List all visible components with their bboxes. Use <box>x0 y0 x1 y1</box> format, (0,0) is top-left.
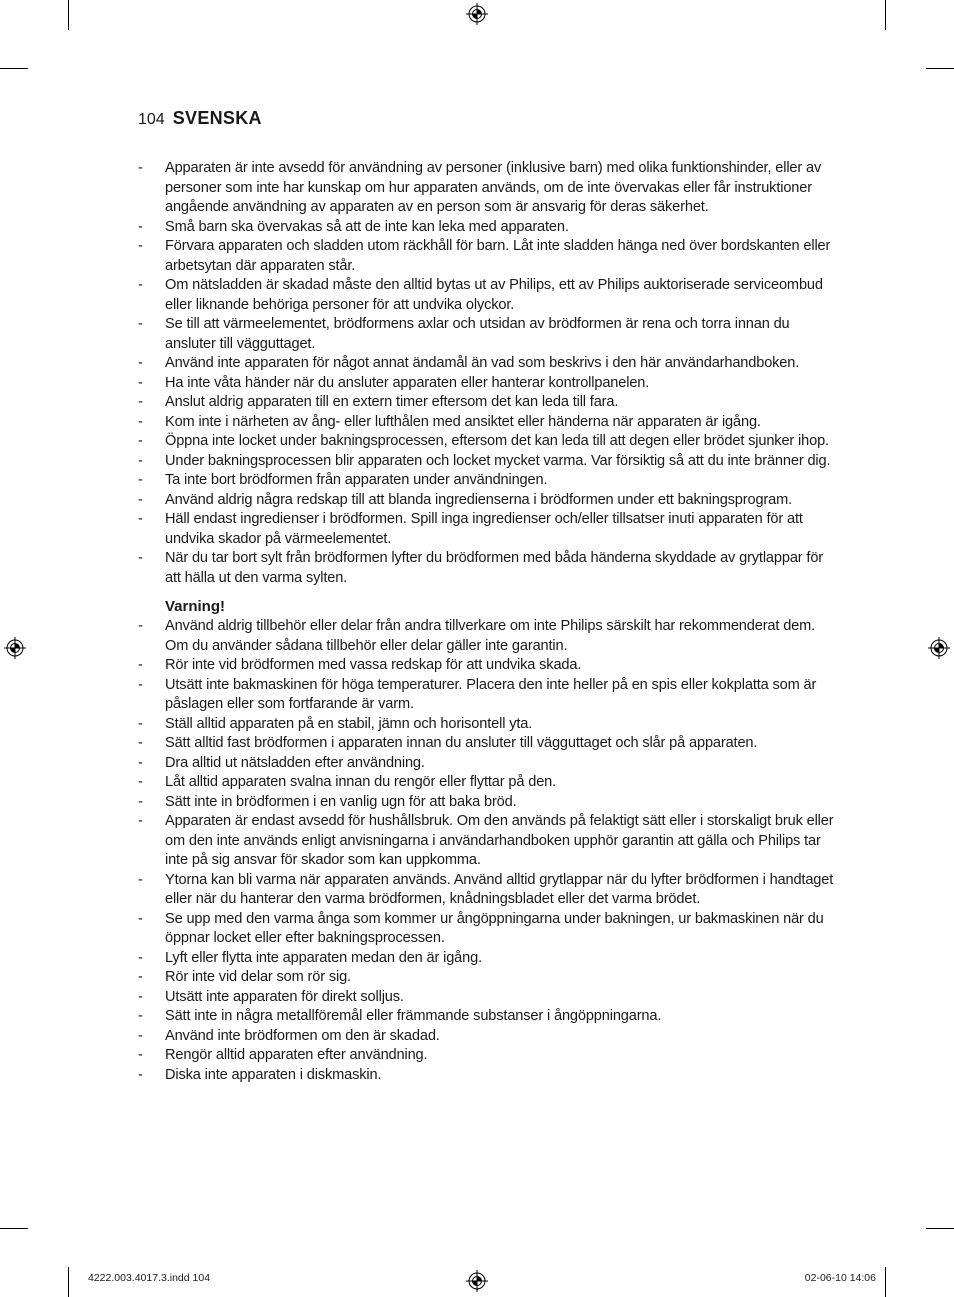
list-marker: - <box>138 374 143 391</box>
list-item: - Lyft eller flytta inte apparaten medan den är igång. <box>138 949 838 969</box>
list-marker: - <box>138 910 143 927</box>
list-item: - Ha inte våta händer när du ansluter apparaten eller hanterar kontrollpanelen. <box>138 374 838 394</box>
registration-mark-icon <box>466 3 488 25</box>
list-item: - Utsätt inte apparaten för direkt solljus. <box>138 988 838 1008</box>
list-item: - Häll endast ingredienser i brödformen. Spill inga ingredienser och/eller tillsatser inuti apparaten för att undvika skador på värmeelementet. <box>138 511 803 547</box>
crop-mark-top-left-h <box>0 68 28 69</box>
list-item: - Kom inte i närheten av ång- eller lufthålen med ansiktet eller händerna när apparaten är igång. <box>138 413 838 433</box>
list-item: - Anslut aldrig apparaten till en extern timer eftersom det kan leda till fara. <box>138 393 838 413</box>
list-item: - Använd inte apparaten för något annat ändamål än vad som beskrivs i den här användarhandboken. <box>138 354 838 374</box>
list-marker: - <box>138 813 143 829</box>
list-marker: - <box>138 657 143 673</box>
crop-mark-bottom-right <box>885 1267 886 1297</box>
list-marker: - <box>138 511 143 527</box>
crop-mark-top-right-h <box>926 68 954 69</box>
list-item: - Små barn ska övervakas så att de inte kan leka med apparaten. <box>138 218 838 238</box>
list-item: - Sätt alltid fast brödformen i apparaten innan du ansluter till vägguttaget och slår på apparaten. <box>138 734 838 754</box>
list-item: - Sätt inte in brödformen i en vanlig ugn för att baka bröd. <box>138 793 838 813</box>
list-item: - När du tar bort sylt från brödformen lyfter du brödformen med båda händerna skyddade av grytlappar för att hälla ut den varma sylten. <box>138 550 823 586</box>
list-item: - Använd aldrig några redskap till att blanda ingredienserna i brödformen under ett bakningsprogram. <box>138 491 838 511</box>
list-marker: - <box>138 969 143 985</box>
list-marker: - <box>138 238 143 254</box>
list-item: - Använd inte brödformen om den är skadad. <box>138 1027 838 1047</box>
list-item: - Ytorna kan bli varma när apparaten används. Använd alltid grytlappar när du lyfter brödformen i handtaget eller när du hanterar den varma brödformen, knådningsbladet eller det varma brödet. <box>138 871 834 907</box>
footer-date-time: 02-06-10 14:06 <box>804 1272 876 1284</box>
page-number: 104 <box>138 111 165 128</box>
list-marker: - <box>138 413 143 430</box>
list-item: - Sätt inte in några metallföremål eller främmande substanser i ångöppningarna. <box>138 1007 838 1027</box>
list-item: - Använd aldrig tillbehör eller delar från andra tillverkare om inte Philips särskilt har rekommenderat dem. Om du använder sådana tillbehör eller delar gäller inte garantin. <box>138 618 816 654</box>
list-marker: - <box>138 735 143 751</box>
list-item: - Diska inte apparaten i diskmaskin. <box>138 1066 838 1086</box>
list-item: - Dra alltid ut nätsladden efter användning. <box>138 754 838 774</box>
list-marker: - <box>138 452 143 469</box>
registration-mark-icon <box>466 1270 488 1292</box>
list-marker: - <box>138 433 143 449</box>
list-item: - Öppna inte locket under bakningsprocessen, eftersom det kan leda till att degen eller brödet sjunker ihop. <box>138 432 838 452</box>
list-marker: - <box>138 715 143 732</box>
list-marker: - <box>138 1008 143 1024</box>
crop-mark-bottom-left <box>68 1267 69 1297</box>
list-marker: - <box>138 676 143 693</box>
page-header <box>138 108 262 132</box>
section-title: SVENSKA <box>172 108 262 128</box>
warning-list <box>138 617 838 1085</box>
footer-file-info: 4222.003.4017.3.indd 104 <box>88 1272 211 1284</box>
crop-mark-bottom-left-h <box>0 1228 28 1229</box>
list-marker: - <box>138 491 143 508</box>
safety-list <box>138 159 838 588</box>
list-item: - Apparaten är inte avsedd för användning av personer (inklusive barn) med olika funktionshinder, eller av personer som inte har kunskap om hur apparaten används, om de inte övervakas eller får instruktioner angående användning av apparaten av en person som är ansvarig för deras säkerhet. <box>138 160 822 215</box>
crop-mark-bottom-right-h <box>926 1228 954 1229</box>
list-marker: - <box>138 394 143 410</box>
list-marker: - <box>138 160 143 176</box>
list-marker: - <box>138 472 143 488</box>
list-item: - Utsätt inte bakmaskinen för höga temperaturer. Placera den inte heller på en spis eller kokplatta som är påslagen eller som fortfarande är varm. <box>138 676 817 712</box>
list-item: - Förvara apparaten och sladden utom räckhåll för barn. Låt inte sladden hänga ned över bordskanten eller arbetsytan där apparaten står. <box>138 238 831 274</box>
list-item: - Rör inte vid brödformen med vassa redskap för att undvika skada. <box>138 656 838 676</box>
list-marker: - <box>138 1047 143 1063</box>
list-marker: - <box>138 277 143 293</box>
list-marker: - <box>138 550 143 566</box>
list-marker: - <box>138 754 143 771</box>
list-marker: - <box>138 355 143 371</box>
list-item: - Rör inte vid delar som rör sig. <box>138 968 838 988</box>
warning-heading: Varning! <box>165 598 226 615</box>
list-item: - Rengör alltid apparaten efter användning. <box>138 1046 838 1066</box>
crop-mark-top-right <box>885 0 886 30</box>
list-marker: - <box>138 316 143 332</box>
list-item: - Apparaten är endast avsedd för hushållsbruk. Om den används på felaktigt sätt eller i storskaligt bruk eller om den inte används enligt anvisningarna i användarhandboken upphör garantin att gälla och Philips tar inte på sig ansvar för skador som kan uppkomma. <box>138 813 834 868</box>
list-marker: - <box>138 218 143 235</box>
list-marker: - <box>138 949 143 966</box>
registration-mark-icon <box>4 637 26 659</box>
page-content <box>138 159 838 1085</box>
list-item: - Ställ alltid apparaten på en stabil, jämn och horisontell yta. <box>138 715 838 735</box>
list-marker: - <box>138 618 143 634</box>
list-marker: - <box>138 774 143 790</box>
list-marker: - <box>138 988 143 1005</box>
list-item: - Ta inte bort brödformen från apparaten under användningen. <box>138 471 838 491</box>
list-item: - Låt alltid apparaten svalna innan du rengör eller flyttar på den. <box>138 773 838 793</box>
list-marker: - <box>138 1027 143 1044</box>
crop-mark-top-left <box>68 0 69 30</box>
registration-mark-icon <box>928 637 950 659</box>
list-marker: - <box>138 1066 143 1083</box>
list-item: - Se upp med den varma ånga som kommer ur ångöppningarna under bakningen, ur bakmaskinen när du öppnar locket eller efter bakningsprocessen. <box>138 910 824 946</box>
list-item: - Om nätsladden är skadad måste den alltid bytas ut av Philips, ett av Philips auktoriserade serviceombud eller liknande behöriga personer för att undvika olyckor. <box>138 277 823 313</box>
list-item: - Under bakningsprocessen blir apparaten och locket mycket varma. Var försiktig så att du inte bränner dig. <box>138 452 838 472</box>
list-marker: - <box>138 871 143 888</box>
list-item: - Se till att värmeelementet, brödformens axlar och utsidan av brödformen är rena och torra innan du ansluter till vägguttaget. <box>138 316 790 352</box>
list-marker: - <box>138 793 143 810</box>
